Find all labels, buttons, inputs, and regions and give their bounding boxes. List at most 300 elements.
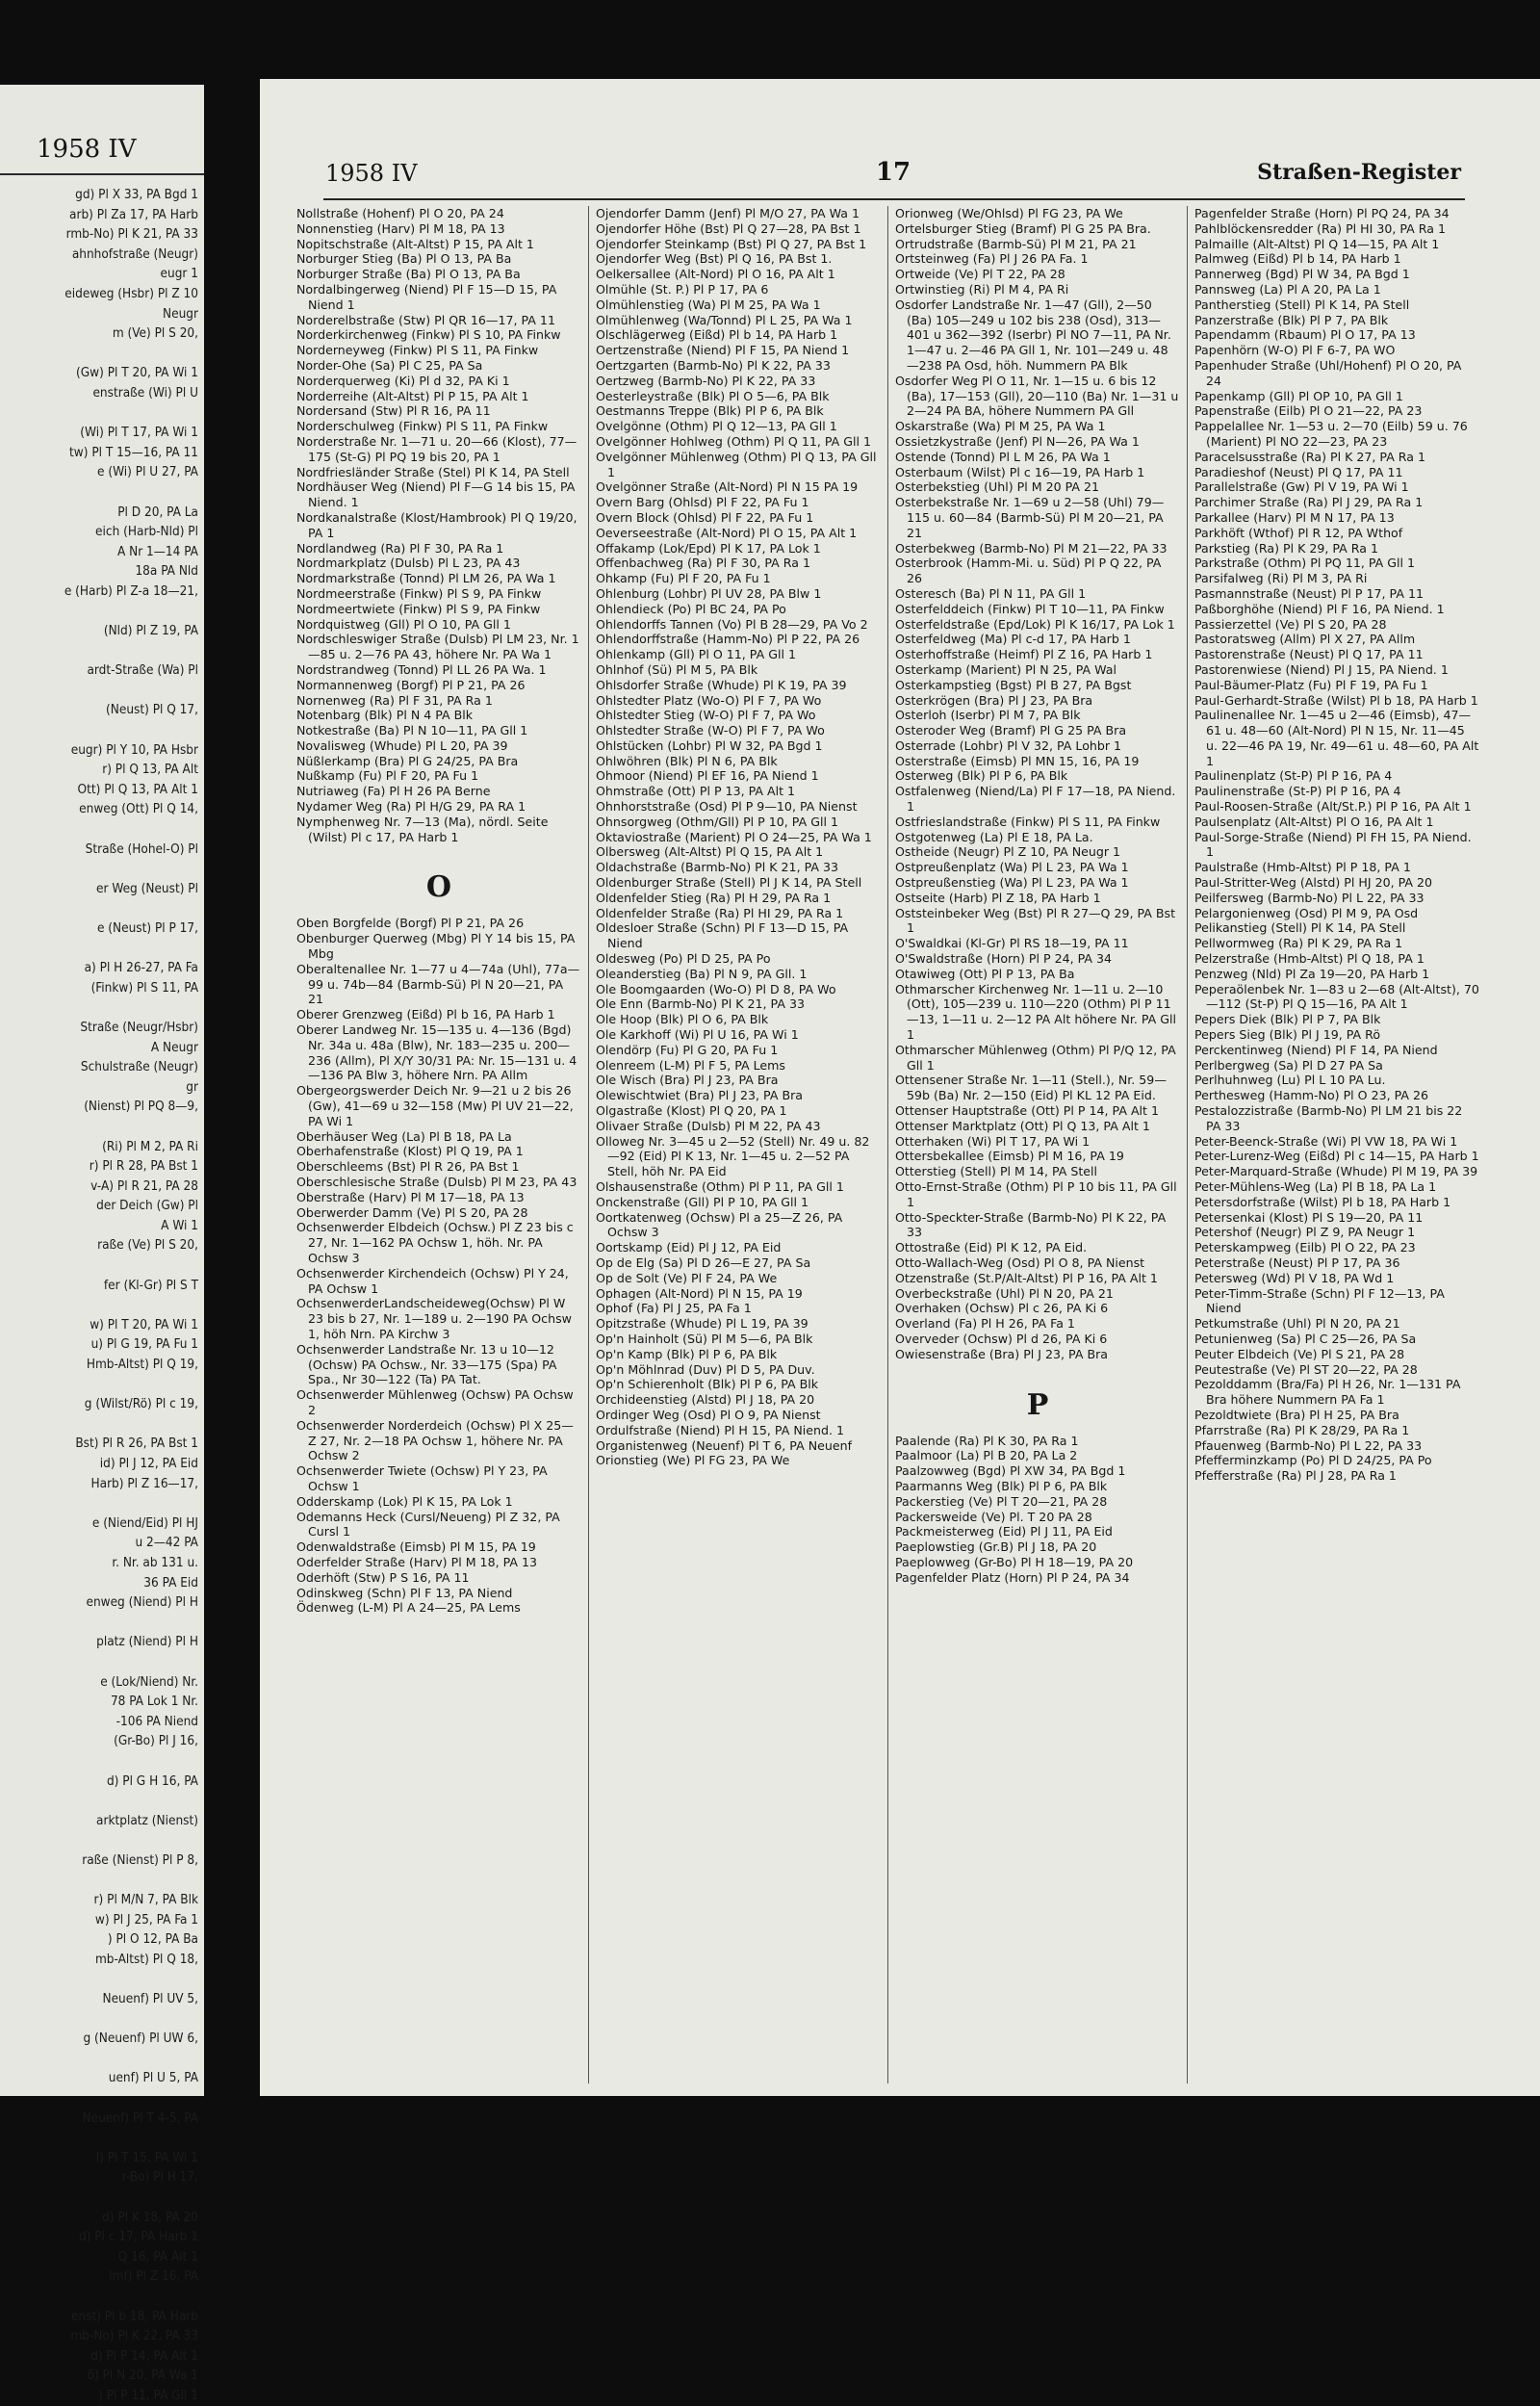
street-entry: Papenkamp (Gll) Pl OP 10, PA Gll 1 xyxy=(1194,388,1403,403)
street-entry: Notenbarg (Blk) Pl N 4 PA Blk xyxy=(296,708,474,723)
street-entry: Osterkrögen (Bra) Pl J 23, PA Bra xyxy=(895,692,1093,708)
street-entry: Oelkersallee (Alt-Nord) Pl O 16, PA Alt 1 xyxy=(596,267,835,282)
street-entry: Nydamer Weg (Ra) Pl H/G 29, PA RA 1 xyxy=(296,799,526,815)
street-entry: Norderschulweg (Finkw) Pl S 11, PA Finkw xyxy=(296,419,549,434)
left-page-line: 18a PA Nld xyxy=(135,563,198,580)
street-entry: Pantherstieg (Stell) Pl K 14, PA Stell xyxy=(1194,297,1410,312)
street-entry: Ojendorfer Damm (Jenf) Pl M/O 27, PA Wa 1 xyxy=(596,206,860,220)
street-entry: Peterskampweg (Eilb) Pl O 22, PA 23 xyxy=(1194,1240,1416,1255)
left-page-line xyxy=(0,1255,198,1276)
street-entry: Paulinenstraße (St-P) Pl P 16, PA 4 xyxy=(1194,784,1401,799)
street-entry: Ohmoor (Niend) Pl EF 16, PA Niend 1 xyxy=(596,768,819,784)
section-letter: P xyxy=(1026,1387,1049,1422)
street-entry: Perlbergweg (Sa) Pl D 27 PA Sa xyxy=(1194,1057,1383,1073)
street-entry: Pfarrstraße (Ra) Pl K 28/29, PA Ra 1 xyxy=(1194,1422,1410,1437)
street-entry: Ostpreußenplatz (Wa) Pl L 23, PA Wa 1 xyxy=(895,860,1129,875)
street-entry: Pelargonienweg (Osd) Pl M 9, PA Osd xyxy=(1194,905,1419,920)
left-page-line xyxy=(0,1414,198,1435)
street-entry: Oben Borgfelde (Borgf) Pl P 21, PA 26 xyxy=(296,916,525,931)
street-entry: Olmühle (St. P.) Pl P 17, PA 6 xyxy=(596,281,769,297)
street-entry: Obergeorgswerder Deich Nr. 9—21 u 2 bis 26 (Gw), 41—69 u 32—158 (Mw) Pl UV 21—22, PA Wi 1 xyxy=(296,1083,574,1128)
street-entry: Ohlsdorfer Straße (Whude) Pl K 19, PA 39 xyxy=(596,677,847,692)
left-page-line: A Nr 1—14 PA xyxy=(116,543,198,559)
street-entry: Pfefferstraße (Ra) Pl J 28, PA Ra 1 xyxy=(1194,1468,1397,1484)
street-entry: Nordhäuser Weg (Niend) Pl F—G 14 bis 15, PA Niend. 1 xyxy=(296,479,576,510)
street-entry: Osdorfer Landstraße Nr. 1—47 (Gll), 2—50 (Ba) 105—249 u 102 bis 238 (Osd), 313—401 u 362—392 (Iserbr) Pl NO 7—11, PA Nr. 1—47 u. 2—46 PA Gll 1, Nr. 101—249 u. 48—238 PA Osd, höh. Nummern PA Blk xyxy=(895,297,1171,373)
street-entry: Odenwaldstraße (Eimsb) Pl M 15, PA 19 xyxy=(296,1539,536,1555)
left-page-line: u 2—42 PA xyxy=(135,1535,198,1551)
street-entry: Oberschlesische Straße (Dulsb) Pl M 23, PA 43 xyxy=(296,1175,578,1190)
street-entry: Oberer Grenzweg (Eißd) Pl b 16, PA Harb 1 xyxy=(296,1007,555,1022)
street-entry: Ohlwöhren (Blk) Pl N 6, PA Blk xyxy=(596,753,778,768)
street-entry: Papenstraße (Eilb) Pl O 21—22, PA 23 xyxy=(1194,403,1423,419)
left-page-line: enst) Pl b 18, PA Harb xyxy=(70,2308,198,2324)
left-page-line: ) Pl P 11, PA Gll 1 xyxy=(98,2387,198,2403)
left-page-line xyxy=(0,403,198,424)
street-entry: Paracelsusstraße (Ra) Pl K 27, PA Ra 1 xyxy=(1194,449,1426,464)
street-entry: Ojendorfer Weg (Bst) Pl Q 16, PA Bst 1. xyxy=(596,251,833,267)
street-entry: Paeplowstieg (Gr.B) Pl J 18, PA 20 xyxy=(895,1539,1097,1555)
street-entry: Olivaer Straße (Dulsb) Pl M 22, PA 43 xyxy=(596,1118,821,1133)
street-entry: Peperaölenbek Nr. 1—83 u 2—68 (Alt-Altst), 70—112 (St-P) Pl Q 15—16, PA Alt 1 xyxy=(1194,981,1479,1012)
left-page-line: A Neugr xyxy=(150,1039,198,1055)
street-entry: Osterbekweg (Barmb-No) Pl M 21—22, PA 33 xyxy=(895,540,1168,556)
street-entry: Paulsenplatz (Alt-Altst) Pl O 16, PA Alt 1 xyxy=(1194,814,1434,829)
left-page-header-rule xyxy=(0,173,204,175)
street-entry: Nymphenweg Nr. 7—13 (Ma), nördl. Seite (Wilst) Pl c 17, PA Harb 1 xyxy=(296,814,549,844)
street-entry: Oberhafenstraße (Klost) Pl Q 19, PA 1 xyxy=(296,1144,524,1159)
street-entry: Paeplowweg (Gr-Bo) Pl H 18—19, PA 20 xyxy=(895,1554,1134,1569)
street-entry: Petkumstraße (Uhl) Pl N 20, PA 21 xyxy=(1194,1316,1400,1332)
page-number: 17 xyxy=(875,158,911,187)
left-page-line xyxy=(0,1375,198,1395)
left-page-line: w) Pl T 20, PA Wi 1 xyxy=(90,1316,198,1332)
street-entry: Paalzowweg (Bgd) Pl XW 34, PA Bgd 1 xyxy=(895,1463,1126,1479)
street-entry: Ohlstücken (Lohbr) Pl W 32, PA Bgd 1 xyxy=(596,737,823,753)
street-entry: Ochsenwerder Kirchendeich (Ochsw) Pl Y 24, PA Ochsw 1 xyxy=(296,1265,569,1296)
street-entry: Osdorfer Weg Pl O 11, Nr. 1—15 u. 6 bis 12 (Ba), 17—153 (Gll), 20—110 (Ba) Nr. 1—31 u 2—24 PA BA, höhere Nummern PA Gll xyxy=(895,373,1179,419)
left-page-line: d) Pl G H 16, PA xyxy=(106,1772,198,1789)
left-page-line xyxy=(0,859,198,879)
left-page-line: (Gr-Bo) Pl J 16, xyxy=(114,1733,198,1749)
street-entry: Osterrade (Lohbr) Pl V 32, PA Lohbr 1 xyxy=(895,737,1122,753)
street-entry: Normannenweg (Borgf) Pl P 21, PA 26 xyxy=(296,677,526,692)
street-entry: Olgastraße (Klost) Pl Q 20, PA 1 xyxy=(596,1103,787,1119)
street-entry: Overveder (Ochsw) Pl d 26, PA Ki 6 xyxy=(895,1331,1108,1346)
street-entry: Papenhuder Straße (Uhl/Hohenf) Pl O 20, PA 24 xyxy=(1194,357,1462,388)
street-entry: Peutestraße (Ve) Pl ST 20—22, PA 28 xyxy=(1194,1361,1418,1377)
left-page-line: ) Pl O 12, PA Ba xyxy=(107,1931,198,1948)
street-entry: Othmarscher Mühlenweg (Othm) Pl P/Q 12, PA Gll 1 xyxy=(895,1042,1176,1073)
left-page-line: Straße (Hohel-O) Pl xyxy=(85,841,198,857)
left-page-line: arktplatz (Nienst) xyxy=(96,1812,198,1828)
left-page-line: tw) Pl T 15—16, PA 11 xyxy=(69,444,198,460)
street-entry: Ottenser Marktplatz (Ott) Pl Q 13, PA Alt 1 xyxy=(895,1118,1150,1133)
street-entry: Palmaille (Alt-Altst) Pl Q 14—15, PA Alt 1 xyxy=(1194,236,1440,251)
left-page-line: e (Wi) Pl U 27, PA xyxy=(97,464,198,480)
street-entry: Ovelgönne (Othm) Pl Q 12—13, PA Gll 1 xyxy=(596,419,837,434)
street-entry: Ostfrieslandstraße (Finkw) Pl S 11, PA Finkw xyxy=(895,814,1161,829)
street-entry: Ortsteinweg (Fa) Pl J 26 PA Fa. 1 xyxy=(895,251,1089,267)
street-entry: Osterloh (Iserbr) Pl M 7, PA Blk xyxy=(895,708,1081,723)
left-page-line xyxy=(0,1870,198,1890)
street-entry: Ottensener Straße Nr. 1—11 (Stell.), Nr. 59—59b (Ba) Nr. 2—150 (Eid) Pl KL 12 PA Eid. xyxy=(895,1073,1167,1103)
street-entry: Norderquerweg (Ki) Pl d 32, PA Ki 1 xyxy=(296,373,510,388)
street-entry: Oertzenstraße (Niend) Pl F 15, PA Niend 1 xyxy=(596,343,850,358)
street-entry: Ochsenwerder Elbdeich (Ochsw.) Pl Z 23 bis c 27, Nr. 1—162 PA Ochsw 1, höh. Nr. PA Ochsw 3 xyxy=(296,1220,574,1265)
street-entry: Osterfeldstraße (Epd/Lok) Pl K 16/17, PA Lok 1 xyxy=(895,616,1175,632)
street-entry: Paßborghöhe (Niend) Pl F 16, PA Niend. 1 xyxy=(1194,601,1445,616)
street-entry: Op'n Schierenholt (Blk) Pl P 6, PA Blk xyxy=(596,1377,819,1392)
street-entry: Ohmstraße (Ott) Pl P 13, PA Alt 1 xyxy=(596,784,796,799)
street-entry: Norderreihe (Alt-Altst) Pl P 15, PA Alt 1 xyxy=(296,388,529,403)
street-entry: Osterfeldweg (Ma) Pl c-d 17, PA Harb 1 xyxy=(895,632,1131,647)
left-page-line: eich (Harb-Nld) Pl xyxy=(95,524,198,540)
left-page-line: 78 PA Lok 1 Nr. xyxy=(110,1694,198,1710)
street-entry: Otawiweg (Ott) Pl P 13, PA Ba xyxy=(895,966,1075,981)
street-entry: Oldesloer Straße (Schn) Pl F 13—D 15, PA Niend xyxy=(596,920,849,951)
street-entry: Pannerweg (Bgd) Pl W 34, PA Bgd 1 xyxy=(1194,267,1410,282)
register-column-1 xyxy=(296,206,581,2083)
street-entry: Parkhöft (Wthof) Pl R 12, PA Wthof xyxy=(1194,525,1403,540)
street-entry: Nollstraße (Hohenf) Pl O 20, PA 24 xyxy=(296,206,504,220)
street-entry: Oststeinbeker Weg (Bst) Pl R 27—Q 29, PA Bst 1 xyxy=(895,905,1176,936)
street-entry: Odemanns Heck (Cursl/Neueng) Pl Z 32, PA Cursl 1 xyxy=(296,1509,560,1539)
street-entry: Pagenfelder Platz (Horn) Pl P 24, PA 34 xyxy=(895,1569,1130,1585)
street-entry: Ohlendieck (Po) Pl BC 24, PA Po xyxy=(596,601,786,616)
left-page-line: Ott) Pl Q 13, PA Alt 1 xyxy=(77,781,198,797)
street-entry: Perckentinweg (Niend) Pl F 14, PA Niend xyxy=(1194,1042,1438,1057)
street-entry: Pezolddamm (Bra/Fa) Pl H 26, Nr. 1—131 PA Bra höhere Nummern PA Fa 1 xyxy=(1194,1377,1461,1408)
left-page-line xyxy=(0,1493,198,1513)
street-entry: Ophof (Fa) Pl J 25, PA Fa 1 xyxy=(596,1301,752,1316)
street-entry: Nonnenstieg (Harv) Pl M 18, PA 13 xyxy=(296,220,505,236)
left-page-line xyxy=(0,898,198,918)
left-page-line: mb-Altst) Pl Q 18, xyxy=(94,1951,198,1967)
street-entry: Paul-Stritter-Weg (Alstd) Pl HJ 20, PA 20 xyxy=(1194,875,1433,891)
left-page-line: ahnhofstraße (Neugr) xyxy=(71,246,198,262)
street-entry: Novalisweg (Whude) Pl L 20, PA 39 xyxy=(296,737,508,753)
street-entry: Ophagen (Alt-Nord) Pl N 15, PA 19 xyxy=(596,1285,803,1301)
left-page-line: Bst) Pl R 26, PA Bst 1 xyxy=(75,1436,198,1452)
street-entry: Palmweg (Eißd) Pl b 14, PA Harb 1 xyxy=(1194,251,1401,267)
street-entry: Parkallee (Harv) Pl M N 17, PA 13 xyxy=(1194,509,1395,525)
street-entry: O'Swaldkai (Kl-Gr) Pl RS 18—19, PA 11 xyxy=(895,936,1129,951)
street-entry: Norder-Ohe (Sa) Pl C 25, PA Sa xyxy=(296,357,483,373)
left-page-line: platz (Niend) Pl H xyxy=(96,1634,198,1650)
left-page-line xyxy=(0,1613,198,1633)
street-entry: Osterbekstieg (Uhl) Pl M 20 PA 21 xyxy=(895,479,1100,495)
left-page-line xyxy=(0,344,198,364)
page-header xyxy=(325,158,1461,191)
street-entry: Olmühlenstieg (Wa) Pl M 25, PA Wa 1 xyxy=(596,297,821,312)
street-entry: Petersweg (Wd) Pl V 18, PA Wd 1 xyxy=(1194,1270,1395,1285)
street-entry: Ottersbekallee (Eimsb) Pl M 16, PA 19 xyxy=(895,1149,1124,1164)
street-entry: Ottenser Hauptstraße (Ott) Pl P 14, PA Alt 1 xyxy=(895,1103,1160,1119)
left-page-line: g (Neuenf) Pl UW 6, xyxy=(83,2031,198,2047)
street-entry: Oldenfelder Stieg (Ra) Pl H 29, PA Ra 1 xyxy=(596,890,832,905)
street-entry: Organistenweg (Neuenf) Pl T 6, PA Neuenf xyxy=(596,1437,853,1453)
street-entry: Ostheide (Neugr) Pl Z 10, PA Neugr 1 xyxy=(895,844,1121,860)
left-page-line xyxy=(0,681,198,701)
street-entry: Oktaviostraße (Marient) Pl O 24—25, PA Wa 1 xyxy=(596,829,872,844)
street-entry: Peterstraße (Neust) Pl P 17, PA 36 xyxy=(1194,1255,1400,1270)
left-page-line: (Finkw) Pl S 11, PA xyxy=(90,979,198,996)
street-entry: Onckenstraße (Gll) Pl P 10, PA Gll 1 xyxy=(596,1194,808,1209)
street-entry: Norderelbstraße (Stw) Pl QR 16—17, PA 11 xyxy=(296,312,555,327)
left-page-line: ö) Pl N 20, PA Wa 1 xyxy=(87,2367,198,2384)
street-register-columns xyxy=(296,206,1482,2083)
left-page-line: imf) Pl Z 16, PA xyxy=(109,2268,198,2285)
street-entry: Peilfersweg (Barmb-No) Pl L 22, PA 33 xyxy=(1194,890,1424,905)
street-entry: Nordmarkplatz (Dulsb) Pl L 23, PA 43 xyxy=(296,556,521,571)
street-entry: Paarmanns Weg (Blk) Pl P 6, PA Blk xyxy=(895,1478,1108,1493)
street-entry: Otterhaken (Wi) Pl T 17, PA Wi 1 xyxy=(895,1133,1091,1149)
left-page-line: l) Pl T 15, PA Wi 1 xyxy=(95,2149,198,2165)
street-entry: Norderkirchenweg (Finkw) Pl S 10, PA Finkw xyxy=(296,327,561,343)
street-entry: Ole Hoop (Blk) Pl O 6, PA Blk xyxy=(596,1012,769,1027)
street-entry: Olbersweg (Alt-Altst) Pl Q 15, PA Alt 1 xyxy=(596,844,824,860)
left-page-line: u) Pl G 19, PA Fu 1 xyxy=(90,1336,198,1353)
left-page-line: Straße (Neugr/Hsbr) xyxy=(80,1019,198,1035)
street-entry: Ole Wisch (Bra) Pl J 23, PA Bra xyxy=(596,1073,779,1088)
street-entry: Oertzweg (Barmb-No) Pl K 22, PA 33 xyxy=(596,373,816,388)
street-entry: Ödenweg (L-M) Pl A 24—25, PA Lems xyxy=(296,1600,521,1616)
left-page-line: Schulstraße (Neugr) xyxy=(80,1059,198,1075)
street-entry: Oesterleystraße (Blk) Pl O 5—6, PA Blk xyxy=(596,388,830,403)
street-entry: Ohlnhof (Sü) Pl M 5, PA Blk xyxy=(596,661,758,677)
street-entry: Nopitschstraße (Alt-Altst) P 15, PA Alt 1 xyxy=(296,236,534,251)
street-entry: Ohlstedter Straße (W-O) Pl F 7, PA Wo xyxy=(596,723,825,738)
street-entry: Ojendorfer Steinkamp (Bst) Pl Q 27, PA Bst 1 xyxy=(596,236,867,251)
left-page-line: gd) Pl X 33, PA Bgd 1 xyxy=(75,187,198,202)
left-page-line: Hmb-Altst) Pl Q 19, xyxy=(86,1357,198,1373)
street-entry: Pezoldtwiete (Bra) Pl H 25, PA Bra xyxy=(1194,1407,1399,1422)
street-entry: Perlhuhnweg (Lu) Pl L 10 PA Lu. xyxy=(1194,1073,1386,1088)
left-page-line: r. Nr. ab 131 u. xyxy=(112,1554,198,1570)
street-entry: Odinskweg (Schn) Pl F 13, PA Niend xyxy=(296,1585,513,1600)
left-page-line: ardt-Straße (Wa) Pl xyxy=(87,662,198,679)
street-entry: Paul-Sorge-Straße (Niend) Pl FH 15, PA Niend. 1 xyxy=(1194,829,1472,860)
street-entry: Nordmeertwiete (Finkw) Pl S 9, PA Finkw xyxy=(296,601,541,616)
header-rule xyxy=(323,198,1465,200)
left-page-line: mb-No) Pl K 22, PA 33 xyxy=(70,2328,198,2344)
left-page-line xyxy=(0,1969,198,1989)
street-entry: Paalende (Ra) Pl K 30, PA Ra 1 xyxy=(895,1433,1079,1448)
street-entry: Ohlendorffs Tannen (Vo) Pl B 28—29, PA Vo 2 xyxy=(596,616,868,632)
left-page-line xyxy=(0,1791,198,1811)
street-entry: Packerstieg (Ve) Pl T 20—21, PA 28 xyxy=(895,1493,1108,1509)
left-page-line: e (Neust) Pl P 17, xyxy=(96,919,198,936)
street-entry: Peuter Elbdeich (Ve) Pl S 21, PA 28 xyxy=(1194,1346,1405,1361)
street-entry: Nordquistweg (Gll) Pl O 10, PA Gll 1 xyxy=(296,616,511,632)
left-page-line xyxy=(0,601,198,621)
street-entry: Oldenburger Straße (Stell) Pl J K 14, PA Stell xyxy=(596,875,862,891)
street-entry: Ostgotenweg (La) Pl E 18, PA La. xyxy=(895,829,1093,844)
left-page-line: enweg (Niend) Pl H xyxy=(86,1594,198,1611)
street-entry: Pepers Diek (Blk) Pl P 7, PA Blk xyxy=(1194,1012,1381,1027)
street-entry: Parkstraße (Othm) Pl PQ 11, PA Gll 1 xyxy=(1194,556,1416,571)
column-divider xyxy=(1187,206,1188,2083)
street-entry: Petersenkai (Klost) Pl S 19—20, PA 11 xyxy=(1194,1209,1424,1225)
left-page-line: enweg (Ott) Pl Q 14, xyxy=(79,801,198,817)
left-page-line: Neuenf) Pl T 4-5, PA xyxy=(82,2109,198,2126)
street-entry: Ovelgönner Straße (Alt-Nord) Pl N 15 PA 19 xyxy=(596,479,859,495)
street-entry: Oskarstraße (Wa) Pl M 25, PA Wa 1 xyxy=(895,419,1106,434)
street-entry: Ohlendorffstraße (Hamm-No) Pl P 22, PA 26 xyxy=(596,632,860,647)
left-page-line: w) Pl J 25, PA Fa 1 xyxy=(94,1911,198,1927)
street-entry: Oberhäuser Weg (La) Pl B 18, PA La xyxy=(296,1128,512,1144)
street-entry: Oldachstraße (Barmb-No) Pl K 21, PA 33 xyxy=(596,860,839,875)
street-entry: Oberschleems (Bst) Pl R 26, PA Bst 1 xyxy=(296,1159,520,1175)
street-entry: Oderfelder Straße (Harv) Pl M 18, PA 13 xyxy=(296,1554,538,1569)
street-entry: Osterfelddeich (Finkw) Pl T 10—11, PA Finkw xyxy=(895,601,1165,616)
street-entry: Pfefferminzkamp (Po) Pl D 24/25, PA Po xyxy=(1194,1453,1432,1468)
street-entry: Pannsweg (La) Pl A 20, PA La 1 xyxy=(1194,281,1381,297)
left-page-line: enstraße (Wi) Pl U xyxy=(92,384,198,401)
street-entry: Pellwormweg (Ra) Pl K 29, PA Ra 1 xyxy=(1194,936,1403,951)
street-entry: Oleanderstieg (Ba) Pl N 9, PA Gll. 1 xyxy=(596,966,808,981)
left-page-line xyxy=(0,2088,198,2108)
street-entry: Paul-Roosen-Straße (Alt/St.P.) Pl P 16, PA Alt 1 xyxy=(1194,799,1472,815)
street-entry: Ordinger Weg (Osd) Pl O 9, PA Nienst xyxy=(596,1407,821,1422)
street-entry: Ohkamp (Fu) Pl F 20, PA Fu 1 xyxy=(596,571,771,586)
street-entry: Petershof (Neugr) Pl Z 9, PA Neugr 1 xyxy=(1194,1225,1416,1240)
street-entry: Oldenfelder Straße (Ra) Pl HI 29, PA Ra 1 xyxy=(596,905,844,920)
street-entry: Ortweide (Ve) Pl T 22, PA 28 xyxy=(895,267,1065,282)
left-page-line: (Nld) Pl Z 19, PA xyxy=(103,623,198,639)
left-page-line xyxy=(0,819,198,840)
left-page-line: r-Bo) Pl H 17, xyxy=(121,2169,198,2186)
left-page-line: er Weg (Neust) Pl xyxy=(96,880,198,896)
street-entry: Oeverseestraße (Alt-Nord) Pl O 15, PA Alt 1 xyxy=(596,525,858,540)
street-entry: Petunienweg (Sa) Pl C 25—26, PA Sa xyxy=(1194,1331,1417,1346)
street-entry: Orchideenstieg (Alstd) Pl J 18, PA 20 xyxy=(596,1392,815,1408)
street-entry: Overn Block (Ohlsd) Pl F 22, PA Fu 1 xyxy=(596,509,814,525)
street-entry: Ostseite (Harb) Pl Z 18, PA Harb 1 xyxy=(895,890,1101,905)
street-entry: Oberwerder Damm (Ve) Pl S 20, PA 28 xyxy=(296,1204,528,1220)
left-page-line: gr xyxy=(186,1078,198,1095)
street-entry: Ohlenburg (Lohbr) Pl UV 28, PA Blw 1 xyxy=(596,585,822,601)
street-entry: Penzweg (Nld) Pl Za 19—20, PA Harb 1 xyxy=(1194,966,1430,981)
street-entry: Opitzstraße (Whude) Pl L 19, PA 39 xyxy=(596,1316,808,1332)
street-entry: Parchimer Straße (Ra) Pl J 29, PA Ra 1 xyxy=(1194,495,1424,510)
street-entry: Norderneyweg (Finkw) Pl S 11, PA Finkw xyxy=(296,343,539,358)
street-entry: Ordulfstraße (Niend) Pl H 15, PA Niend. 1 xyxy=(596,1422,844,1437)
left-page-line: rmb-No) Pl K 21, PA 33 xyxy=(65,226,198,243)
column-divider xyxy=(887,206,888,2083)
street-entry: Oberaltenallee Nr. 1—77 u 4—74a (Uhl), 77a—99 u. 74b—84 (Barmb-Sü) Pl N 20—21, PA 21 xyxy=(296,961,580,1007)
street-entry: Paalmoor (La) Pl B 20, PA La 2 xyxy=(895,1448,1078,1463)
street-entry: Ohlstedter Stieg (W-O) Pl F 7, PA Wo xyxy=(596,708,816,723)
left-page-line: (Ri) Pl M 2, PA Ri xyxy=(102,1138,198,1154)
street-entry: Nüßlerkamp (Bra) Pl G 24/25, PA Bra xyxy=(296,753,519,768)
street-entry: Oberstraße (Harv) Pl M 17—18, PA 13 xyxy=(296,1189,525,1204)
left-page-line xyxy=(0,2128,198,2148)
left-page-line: d) Pl K 18, PA 20 xyxy=(102,2209,198,2225)
left-page-line: raße (Ve) Pl S 20, xyxy=(97,1237,198,1254)
street-entry: Olendörp (Fu) Pl G 20, PA Fu 1 xyxy=(596,1042,779,1057)
street-entry: Nordlandweg (Ra) Pl F 30, PA Ra 1 xyxy=(296,540,504,556)
street-entry: Pagenfelder Straße (Horn) Pl PQ 24, PA 34 xyxy=(1194,206,1450,220)
street-entry: Olmühlenweg (Wa/Tonnd) Pl L 25, PA Wa 1 xyxy=(596,312,853,327)
street-entry: Olloweg Nr. 3—45 u 2—52 (Stell) Nr. 49 u. 82—92 (Eid) Pl K 13, Nr. 1—45 u. 2—52 PA Stell, höh Nr. PA Eid xyxy=(596,1133,870,1179)
left-page-line: Neugr xyxy=(163,305,198,322)
left-page-line xyxy=(0,2009,198,2030)
left-page-line: e (Lok/Niend) Nr. xyxy=(100,1673,198,1690)
left-page-line xyxy=(0,2187,198,2208)
street-entry: Osterkamp (Marient) Pl N 25, PA Wal xyxy=(895,661,1116,677)
street-entry: Osterbekstraße Nr. 1—69 u 2—58 (Uhl) 79—115 u. 60—84 (Barmb-Sü) Pl M 20—21, PA 21 xyxy=(895,495,1165,540)
street-entry: Overbeckstraße (Uhl) Pl N 20, PA 21 xyxy=(895,1285,1114,1301)
left-page-line: Neuenf) Pl UV 5, xyxy=(102,1991,198,2007)
book-gutter xyxy=(204,0,260,2096)
street-entry: Offenbachweg (Ra) Pl F 30, PA Ra 1 xyxy=(596,556,810,571)
street-entry: Pastoratsweg (Allm) Pl X 27, PA Allm xyxy=(1194,632,1416,647)
left-page-line: d) Pl c 17, PA Harb 1 xyxy=(78,2229,198,2245)
street-entry: Pahlblöckensredder (Ra) Pl HI 30, PA Ra 1 xyxy=(1194,220,1446,236)
left-page-line: a) Pl H 26-27, PA Fa xyxy=(84,960,198,976)
street-entry: Olshausenstraße (Othm) Pl P 11, PA Gll 1 xyxy=(596,1179,844,1194)
street-entry: Oderhöft (Stw) P S 16, PA 11 xyxy=(296,1569,470,1585)
left-page-line: Pl D 20, PA La xyxy=(117,504,198,520)
street-entry: Osterkampstieg (Bgst) Pl B 27, PA Bgst xyxy=(895,677,1132,692)
street-entry: Pastorenstraße (Neust) Pl Q 17, PA 11 xyxy=(1194,647,1424,662)
street-entry: Oortskamp (Eid) Pl J 12, PA Eid xyxy=(596,1240,782,1255)
street-entry: Ohlstedter Platz (Wo-O) Pl F 7, PA Wo xyxy=(596,692,822,708)
left-page-line xyxy=(0,2049,198,2069)
street-entry: Ossietzkystraße (Jenf) Pl N—26, PA Wa 1 xyxy=(895,433,1140,449)
street-entry: Ovelgönner Mühlenweg (Othm) Pl Q 13, PA Gll 1 xyxy=(596,449,877,479)
left-page-line: v-A) Pl R 21, PA 28 xyxy=(90,1177,198,1194)
street-entry: Odderskamp (Lok) Pl K 15, PA Lok 1 xyxy=(296,1493,513,1509)
street-entry: Op de Elg (Sa) Pl D 26—E 27, PA Sa xyxy=(596,1255,811,1270)
street-entry: Notkestraße (Ba) Pl N 10—11, PA Gll 1 xyxy=(296,723,528,738)
street-entry: Passierzettel (Ve) Pl S 20, PA 28 xyxy=(1194,616,1387,632)
street-entry: Osterbrook (Hamm-Mi. u. Süd) Pl P Q 22, PA 26 xyxy=(895,556,1162,586)
column-divider xyxy=(588,206,589,2083)
street-entry: Offakamp (Lok/Epd) Pl K 17, PA Lok 1 xyxy=(596,540,821,556)
left-page-line: (Wi) Pl T 17, PA Wi 1 xyxy=(80,425,198,441)
street-entry: Parsifalweg (Ri) Pl M 3, PA Ri xyxy=(1194,571,1368,586)
street-entry: Overn Barg (Ohlsd) Pl F 22, PA Fu 1 xyxy=(596,495,809,510)
street-entry: Ochsenwerder Mühlenweg (Ochsw) PA Ochsw 2 xyxy=(296,1387,574,1417)
street-entry: Op de Solt (Ve) Pl F 24, PA We xyxy=(596,1270,778,1285)
street-entry: Otto-Ernst-Straße (Othm) Pl P 10 bis 11, PA Gll 1 xyxy=(895,1179,1177,1209)
street-entry: Osterstraße (Eimsb) Pl MN 15, 16, PA 19 xyxy=(895,753,1140,768)
left-page-text xyxy=(0,185,198,2406)
street-entry: Nordfriesländer Straße (Stel) Pl K 14, PA Stell xyxy=(296,464,570,479)
street-entry: Ole Boomgaarden (Wo-O) Pl D 8, PA Wo xyxy=(596,981,836,996)
street-entry: Nußkamp (Fu) Pl F 20, PA Fu 1 xyxy=(296,768,479,784)
street-entry: Otzenstraße (St.P/Alt-Altst) Pl P 16, PA Alt 1 xyxy=(895,1270,1158,1285)
left-page-line: (Gw) Pl T 20, PA Wi 1 xyxy=(76,365,198,381)
street-entry: Petersdorfstraße (Wilst) Pl b 18, PA Harb 1 xyxy=(1194,1194,1451,1209)
left-page-line: (Nienst) Pl PQ 8—9, xyxy=(84,1099,198,1115)
left-page-line: arb) Pl Za 17, PA Harb xyxy=(69,206,198,222)
street-entry: Packersweide (Ve) Pl. T 20 PA 28 xyxy=(895,1509,1092,1524)
street-entry: Op'n Möhlnrad (Duv) Pl D 5, PA Duv. xyxy=(596,1361,815,1377)
street-entry: Norburger Straße (Ba) Pl O 13, PA Ba xyxy=(296,267,521,282)
street-entry: Ortwinstieg (Ri) Pl M 4, PA Ri xyxy=(895,281,1069,297)
left-page-line xyxy=(0,1117,198,1137)
street-entry: Op'n Kamp (Blk) Pl P 6, PA Blk xyxy=(596,1346,778,1361)
left-page-line: e (Harb) Pl Z-a 18—21, xyxy=(64,582,198,599)
street-entry: Paulinenallee Nr. 1—45 u 2—46 (Eimsb), 47—61 u. 48—60 (Alt-Nord) Pl N 15, Nr. 11—45 u. 22—46 PA 19, Nr. 49—61 u. 48—60, PA Alt 1 xyxy=(1194,708,1479,768)
street-entry: Otto-Wallach-Weg (Osd) Pl O 8, PA Nienst xyxy=(895,1255,1145,1270)
street-entry: Parallelstraße (Gw) Pl V 19, PA Wi 1 xyxy=(1194,479,1409,495)
left-page-line: g (Wilst/Rö) Pl c 19, xyxy=(84,1396,198,1412)
